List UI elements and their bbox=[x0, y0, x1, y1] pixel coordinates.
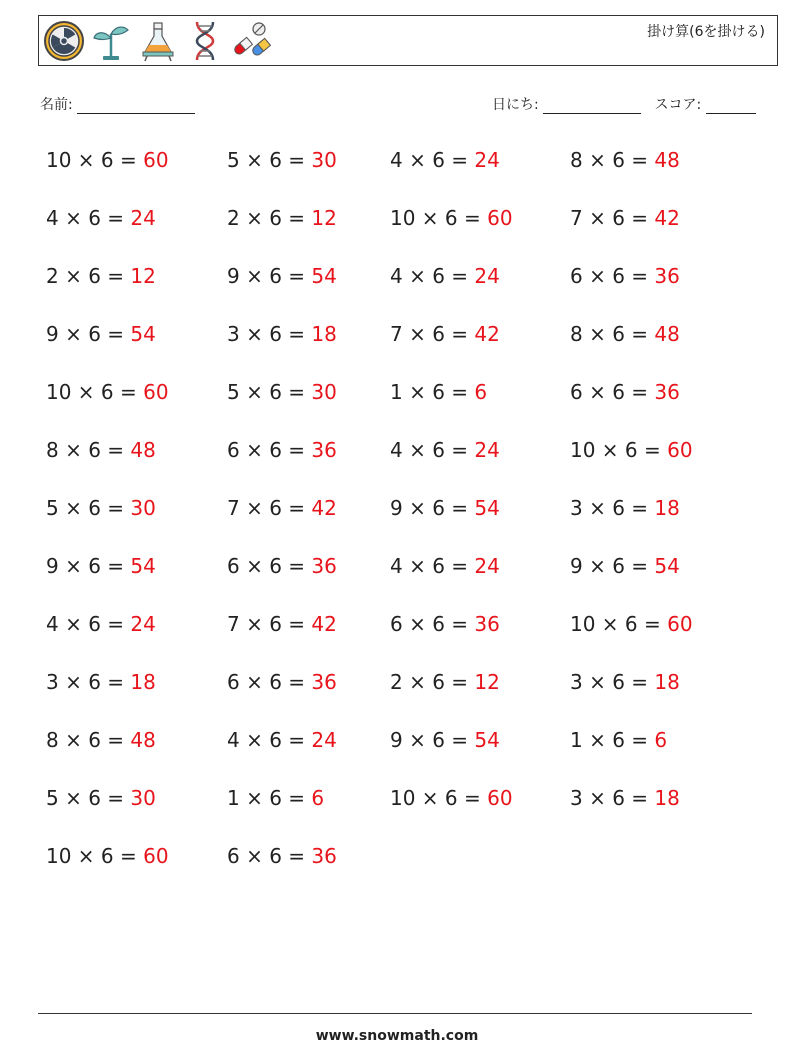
problem-question: 5 × 6 = bbox=[46, 496, 131, 520]
problem-question: 7 × 6 = bbox=[227, 612, 312, 636]
problem-answer: 36 bbox=[311, 554, 337, 578]
problem-item bbox=[46, 322, 156, 346]
problem-item bbox=[46, 554, 156, 578]
problem-answer: 36 bbox=[311, 670, 337, 694]
problem-question: 9 × 6 = bbox=[390, 728, 475, 752]
problem-answer: 48 bbox=[130, 728, 156, 752]
problem-answer: 54 bbox=[311, 264, 337, 288]
problem-item bbox=[390, 206, 513, 230]
problem-item bbox=[227, 148, 337, 172]
problem-item bbox=[570, 670, 680, 694]
problem-question: 10 × 6 = bbox=[570, 612, 668, 636]
problem-item bbox=[390, 322, 500, 346]
problem-answer: 36 bbox=[311, 844, 337, 868]
problem-question: 5 × 6 = bbox=[46, 786, 131, 810]
worksheet-title: 掛け算(6を掛ける) bbox=[647, 24, 765, 40]
problem-question: 7 × 6 = bbox=[570, 206, 655, 230]
problem-answer: 42 bbox=[311, 612, 337, 636]
problem-question: 4 × 6 = bbox=[390, 554, 475, 578]
problem-question: 10 × 6 = bbox=[46, 148, 144, 172]
problem-item bbox=[46, 844, 169, 868]
problem-question: 9 × 6 = bbox=[46, 554, 131, 578]
problem-item bbox=[390, 612, 500, 636]
problem-question: 6 × 6 = bbox=[227, 670, 312, 694]
problem-question: 3 × 6 = bbox=[570, 496, 655, 520]
score-label: スコア: bbox=[654, 97, 702, 113]
problem-answer: 30 bbox=[311, 148, 337, 172]
problem-item bbox=[570, 322, 680, 346]
problem-question: 1 × 6 = bbox=[390, 380, 475, 404]
problem-question: 9 × 6 = bbox=[570, 554, 655, 578]
problem-answer: 60 bbox=[143, 148, 169, 172]
problem-answer: 24 bbox=[474, 264, 500, 288]
problem-question: 2 × 6 = bbox=[227, 206, 312, 230]
problem-question: 10 × 6 = bbox=[390, 206, 488, 230]
problem-answer: 18 bbox=[654, 786, 680, 810]
problem-answer: 24 bbox=[474, 148, 500, 172]
problem-question: 3 × 6 = bbox=[227, 322, 312, 346]
problem-item bbox=[390, 670, 500, 694]
problem-answer: 18 bbox=[654, 670, 680, 694]
problem-answer: 42 bbox=[654, 206, 680, 230]
problem-item bbox=[570, 554, 680, 578]
problem-item bbox=[390, 148, 500, 172]
problem-answer: 48 bbox=[654, 148, 680, 172]
problem-question: 5 × 6 = bbox=[227, 148, 312, 172]
problem-item bbox=[227, 670, 337, 694]
problem-answer: 42 bbox=[474, 322, 500, 346]
problem-item bbox=[227, 264, 337, 288]
name-label: 名前: bbox=[40, 97, 73, 113]
problem-answer: 30 bbox=[130, 496, 156, 520]
problem-question: 8 × 6 = bbox=[570, 148, 655, 172]
problem-question: 9 × 6 = bbox=[46, 322, 131, 346]
problem-item bbox=[46, 206, 156, 230]
problem-question: 10 × 6 = bbox=[570, 438, 668, 462]
problem-answer: 36 bbox=[474, 612, 500, 636]
problem-answer: 36 bbox=[311, 438, 337, 462]
problem-item bbox=[390, 264, 500, 288]
footer-site: www.snowmath.com bbox=[315, 1028, 479, 1044]
problem-answer: 60 bbox=[143, 380, 169, 404]
problem-answer: 48 bbox=[654, 322, 680, 346]
problem-item bbox=[390, 786, 513, 810]
problem-item bbox=[46, 264, 156, 288]
problem-answer: 48 bbox=[130, 438, 156, 462]
problem-question: 6 × 6 = bbox=[227, 844, 312, 868]
problem-item bbox=[46, 496, 156, 520]
problem-item bbox=[46, 438, 156, 462]
problem-question: 9 × 6 = bbox=[227, 264, 312, 288]
problem-answer: 60 bbox=[487, 786, 513, 810]
problem-answer: 18 bbox=[130, 670, 156, 694]
problem-item bbox=[46, 148, 169, 172]
problem-item bbox=[227, 438, 337, 462]
problem-item bbox=[46, 612, 156, 636]
problem-question: 4 × 6 = bbox=[227, 728, 312, 752]
problem-question: 8 × 6 = bbox=[570, 322, 655, 346]
problem-answer: 6 bbox=[474, 380, 488, 404]
problem-question: 8 × 6 = bbox=[46, 728, 131, 752]
problem-question: 6 × 6 = bbox=[227, 438, 312, 462]
problem-item bbox=[227, 554, 337, 578]
problem-item bbox=[570, 612, 693, 636]
problem-item bbox=[390, 728, 500, 752]
problem-question: 6 × 6 = bbox=[570, 380, 655, 404]
problem-item bbox=[570, 786, 680, 810]
problem-answer: 54 bbox=[654, 554, 680, 578]
problem-question: 4 × 6 = bbox=[46, 206, 131, 230]
problem-item bbox=[227, 844, 337, 868]
problem-item bbox=[390, 554, 500, 578]
problem-question: 4 × 6 = bbox=[390, 438, 475, 462]
problem-question: 10 × 6 = bbox=[390, 786, 488, 810]
problem-question: 3 × 6 = bbox=[570, 786, 655, 810]
problem-answer: 54 bbox=[474, 728, 500, 752]
problem-answer: 60 bbox=[487, 206, 513, 230]
problem-question: 1 × 6 = bbox=[227, 786, 312, 810]
problem-question: 6 × 6 = bbox=[390, 612, 475, 636]
date-label: 日にち: bbox=[492, 97, 539, 113]
problem-item bbox=[570, 206, 680, 230]
problem-answer: 6 bbox=[654, 728, 668, 752]
problem-answer: 24 bbox=[474, 438, 500, 462]
problem-question: 6 × 6 = bbox=[227, 554, 312, 578]
problem-item bbox=[227, 322, 337, 346]
problem-answer: 54 bbox=[130, 554, 156, 578]
problem-answer: 54 bbox=[474, 496, 500, 520]
problem-answer: 12 bbox=[474, 670, 500, 694]
problem-answer: 42 bbox=[311, 496, 337, 520]
problem-answer: 18 bbox=[311, 322, 337, 346]
problem-answer: 30 bbox=[130, 786, 156, 810]
problem-question: 3 × 6 = bbox=[46, 670, 131, 694]
problem-answer: 30 bbox=[311, 380, 337, 404]
problem-question: 6 × 6 = bbox=[570, 264, 655, 288]
problem-question: 4 × 6 = bbox=[390, 264, 475, 288]
problem-item bbox=[46, 670, 156, 694]
footer-divider bbox=[38, 1013, 752, 1014]
problem-answer: 54 bbox=[130, 322, 156, 346]
problem-question: 3 × 6 = bbox=[570, 670, 655, 694]
problem-question: 7 × 6 = bbox=[390, 322, 475, 346]
problem-question: 10 × 6 = bbox=[46, 844, 144, 868]
problem-question: 8 × 6 = bbox=[46, 438, 131, 462]
problem-answer: 18 bbox=[654, 496, 680, 520]
problem-item bbox=[570, 438, 693, 462]
problem-question: 1 × 6 = bbox=[570, 728, 655, 752]
problem-question: 4 × 6 = bbox=[390, 148, 475, 172]
problem-item bbox=[46, 380, 169, 404]
problem-item bbox=[570, 148, 680, 172]
problem-item bbox=[227, 612, 337, 636]
problem-answer: 24 bbox=[130, 612, 156, 636]
problem-item bbox=[570, 380, 680, 404]
problem-question: 5 × 6 = bbox=[227, 380, 312, 404]
problem-answer: 36 bbox=[654, 264, 680, 288]
problem-item bbox=[227, 496, 337, 520]
problem-answer: 36 bbox=[654, 380, 680, 404]
problem-item bbox=[390, 380, 487, 404]
problem-answer: 24 bbox=[130, 206, 156, 230]
problem-item bbox=[390, 496, 500, 520]
problem-answer: 60 bbox=[667, 612, 693, 636]
problem-question: 2 × 6 = bbox=[46, 264, 131, 288]
problem-item bbox=[570, 496, 680, 520]
problem-question: 9 × 6 = bbox=[390, 496, 475, 520]
problem-question: 10 × 6 = bbox=[46, 380, 144, 404]
problem-question: 7 × 6 = bbox=[227, 496, 312, 520]
problem-item bbox=[46, 786, 156, 810]
problem-item bbox=[227, 380, 337, 404]
problem-item bbox=[46, 728, 156, 752]
problem-answer: 6 bbox=[311, 786, 325, 810]
problem-answer: 60 bbox=[143, 844, 169, 868]
problem-answer: 24 bbox=[474, 554, 500, 578]
problem-answer: 24 bbox=[311, 728, 337, 752]
problem-answer: 12 bbox=[311, 206, 337, 230]
problem-item bbox=[570, 264, 680, 288]
problem-item bbox=[227, 786, 324, 810]
problem-answer: 12 bbox=[130, 264, 156, 288]
problem-item bbox=[570, 728, 667, 752]
problem-item bbox=[390, 438, 500, 462]
problem-answer: 60 bbox=[667, 438, 693, 462]
problem-item bbox=[227, 206, 337, 230]
problem-item bbox=[227, 728, 337, 752]
problem-question: 4 × 6 = bbox=[46, 612, 131, 636]
problem-question: 2 × 6 = bbox=[390, 670, 475, 694]
